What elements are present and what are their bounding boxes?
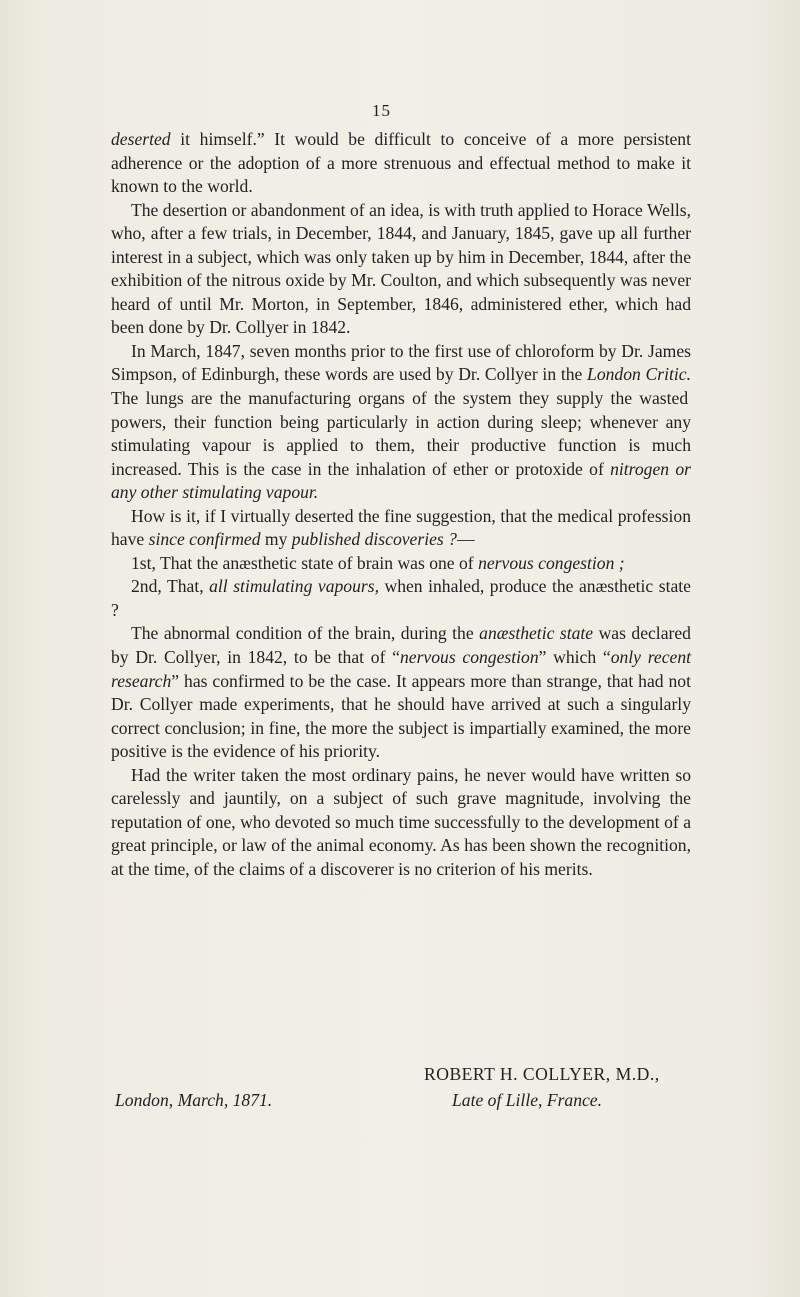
paragraph-1 <box>111 128 691 199</box>
signature-place-date: London, March, 1871. <box>115 1090 273 1110</box>
text: ” which “ <box>538 647 611 668</box>
page-number: 15 <box>372 101 391 120</box>
publication-title: London Critic. <box>587 364 691 385</box>
text: it himself.” It would be difficult to conceive of a more persistent adherence or the adoption of a more strenuous and effectual method to make it known to the world. <box>111 129 691 197</box>
text: In March, 1847, seven months prior to the first use of chloroform by Dr. James Simpson, of Edinburgh, these words are used by Dr. Collyer in the <box>111 340 691 385</box>
text: my <box>260 529 292 550</box>
signature-title: Late of Lille, France. <box>452 1090 603 1110</box>
emphasis: deserted <box>111 129 171 149</box>
text: ” has confirmed to be the case. It appears more than strange, that had not Dr. Collyer made experiments, that he should have arrived at such a singularly correct conclusion; in fine, the more the subject is impartially examined, the more positive is the evidence of his priority. <box>111 670 691 762</box>
emphasis: all stimulating vapours, <box>209 576 379 597</box>
paragraph-6: Had the writer taken the most ordinary pains, he never would have written so carelessly and jauntily, on a subject of such grave magnitude, involving the reputation of one, who devoted so much time successfully to the development of a great principle, or law of the animal economy. As has been shown the recognition, at the time, of the claims of a discoverer is no criterion of his merits. <box>111 764 691 879</box>
paragraph-5 <box>111 622 691 763</box>
body-text <box>111 128 691 882</box>
paragraph-4 <box>111 505 691 552</box>
emphasis: nitrogen or any other stimulating vapour. <box>111 458 691 503</box>
text: The lungs are the manufacturing organs of the system they supply the wasted powers, their function being particularly in action during sleep; whenever any stimulating vapour is applied to them, their productive function is much increased. This is the case in the inhalation of ether or protoxide of <box>111 388 691 479</box>
emphasis: nervous congestion ; <box>478 552 625 573</box>
list-item-1 <box>111 552 691 576</box>
text: The abnormal condition of the brain, during the <box>131 623 480 644</box>
text: — <box>456 529 475 550</box>
emphasis: only recent research <box>111 647 692 691</box>
emphasis: anæsthetic state <box>479 623 594 644</box>
emphasis: nervous congestion <box>399 647 539 668</box>
text: 1st, That the anæsthetic state of brain was one of <box>131 552 479 573</box>
text: How is it, if I virtually deserted the fine suggestion, that the medical profession have <box>111 505 691 550</box>
text: when inhaled, produce the anæsthetic state ? <box>111 576 691 620</box>
text: was declared by Dr. Collyer, in 1842, to be that of “ <box>111 623 691 668</box>
paragraph-3 <box>111 340 691 505</box>
text: 2nd, That, <box>131 576 210 597</box>
signature-name: ROBERT H. COLLYER, M.D., <box>424 1064 660 1084</box>
emphasis: published discoveries ? <box>291 529 457 550</box>
paragraph-2: The desertion or abandonment of an idea, is with truth applied to Horace Wells, who, after a few trials, in December, 1844, and January, 1845, gave up all further interest in a subject, which was only taken up by him in December, 1844, after the exhibition of the nitrous oxide by Mr. Coulton, and which subsequently was never heard of until Mr. Morton, in September, 1846, administered ether, which had been done by Dr. Collyer in 1842. <box>111 199 691 338</box>
list-item-2 <box>111 575 691 622</box>
emphasis: since confirmed <box>148 529 261 550</box>
